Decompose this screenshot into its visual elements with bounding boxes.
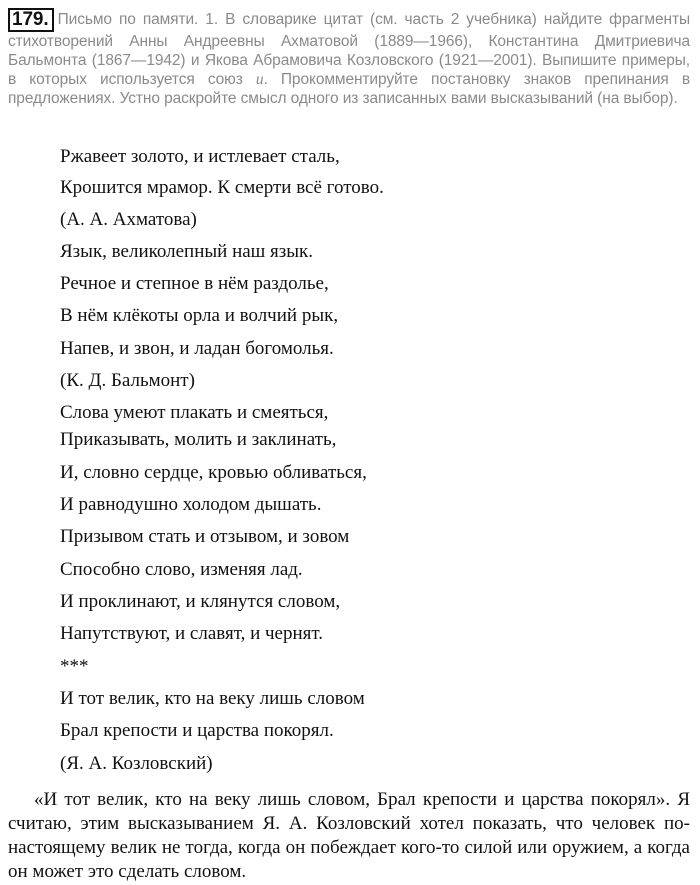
comment-paragraph: «И тот велик, кто на веку лишь словом, Брал крепости и царства покорял». Я считаю, этим высказыванием Я. А. Козловский хотел показать, что человек по-настоящему велик не тогда, когда он побеждает кого-то силой или оружием, а когда он может это сделать словом.	[8, 789, 690, 882]
poem-line: Напев, и звон, и ладан богомолья.	[60, 338, 334, 359]
poem-separator: ***	[60, 656, 89, 677]
poem-line: И равнодушно холодом дышать.	[60, 494, 322, 515]
poem-line: Напутствуют, и славят, и чернят.	[60, 623, 324, 644]
task-text-part1: Письмо по памяти. 1. В словарике цитат (см. часть 2 учебника) найдите фрагменты стихотворений Анны Андреевны Ахматовой (1889—1966), Константина Дмитриевича Бальмонта (1867—1942) и Якова Абрамовича Козловского (1921—2001). Выпишите примеры, в которых используется союз	[8, 11, 690, 88]
poem-line: Язык, великолепный наш язык.	[60, 241, 314, 262]
task-instruction	[8, 8, 690, 108]
poem-author: (Я. А. Козловский)	[60, 753, 213, 774]
poem-line: Ржавеет золото, и истлевает сталь,	[60, 146, 340, 167]
task-number: 179.	[8, 8, 54, 32]
task-text-part2: . Прокомментируйте постановку знаков препинания в предложениях. Устно раскройте смысл одного из записанных вами высказываний (на выбор).	[8, 71, 690, 107]
poem-line: Приказывать, молить и заклинать,	[60, 429, 337, 450]
poem-line: И проклинают, и клянутся словом,	[60, 591, 341, 612]
poem-line: Речное и степное в нём раздолье,	[60, 273, 329, 294]
task-conjunction: и	[255, 71, 264, 88]
poem-line: Брал крепости и царства покорял.	[60, 720, 334, 741]
poem-line: Способно слово, изменяя лад.	[60, 559, 303, 580]
poem-line: И тот велик, кто на веку лишь словом	[60, 688, 365, 709]
poem-author: (К. Д. Бальмонт)	[60, 370, 195, 391]
poem-line: Слова умеют плакать и смеяться,	[60, 402, 329, 423]
poem-line: В нём клёкоты орла и волчий рык,	[60, 305, 339, 326]
poem-line: Крошится мрамор. К смерти всё готово.	[60, 177, 384, 198]
poem-line: Призывом стать и отзывом, и зовом	[60, 526, 350, 547]
poem-line: И, словно сердце, кровью обливаться,	[60, 462, 367, 483]
poem-author: (А. А. Ахматова)	[60, 209, 197, 230]
